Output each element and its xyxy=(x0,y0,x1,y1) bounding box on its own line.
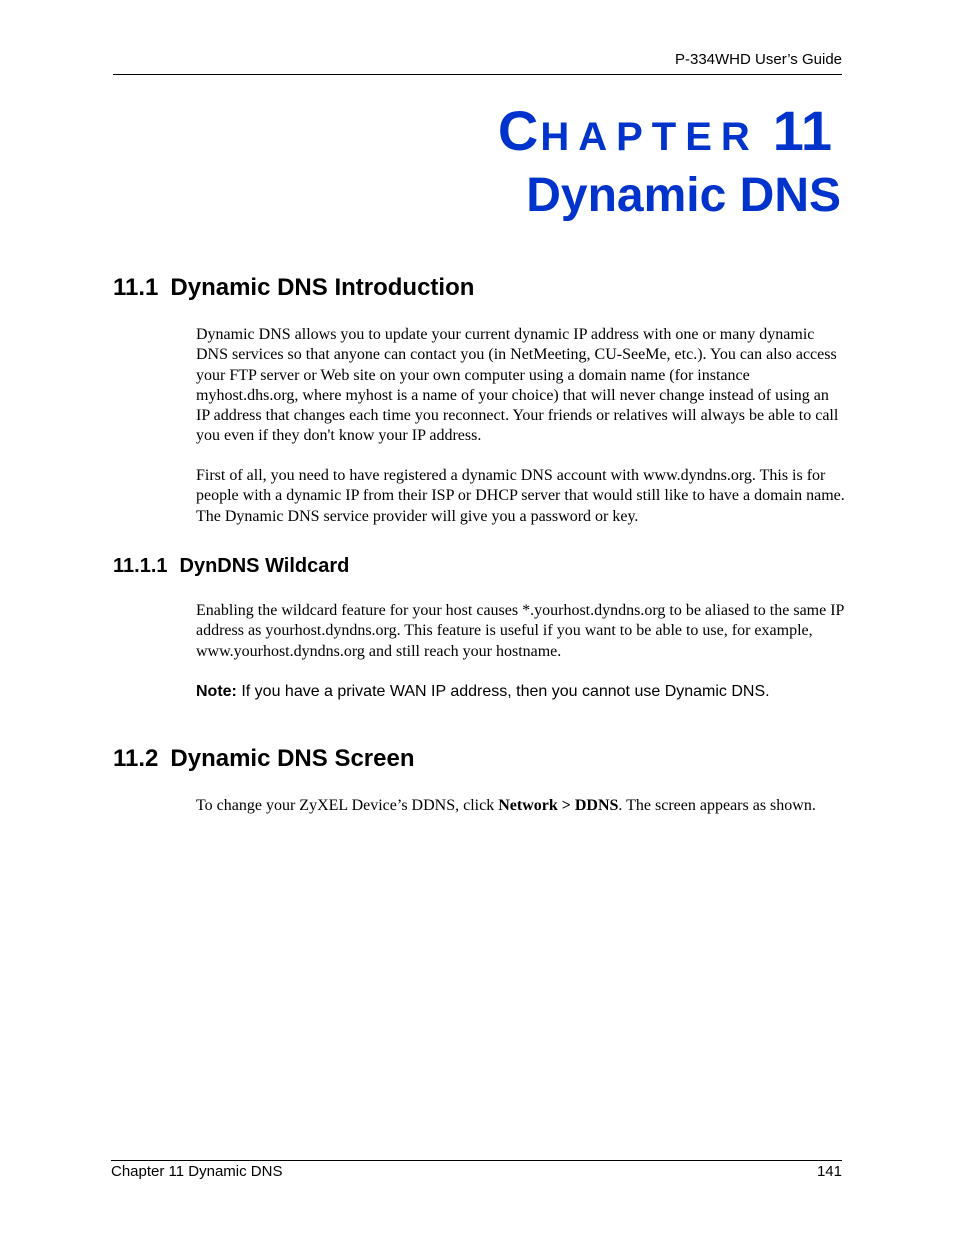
chapter-label-rest: HAPTER xyxy=(540,115,759,159)
chapter-number: 11 xyxy=(772,99,832,162)
section-number: 11.1.1 xyxy=(113,555,168,577)
paragraph-account: First of all, you need to have registered a dynamic DNS account with www.dyndns.org. This is for people with a dynamic IP from their ISP or DHCP server that would still like to have a domain name. The Dynamic DNS service provider will give you a password or key. xyxy=(196,467,845,525)
section-number: 11.2 xyxy=(113,745,159,772)
section-heading-11-1-1 xyxy=(113,553,349,579)
note-text: If you have a private WAN IP address, then you cannot use Dynamic DNS. xyxy=(236,683,770,700)
section-heading-11-2 xyxy=(113,744,415,774)
paragraph-screen-post: . The screen appears as shown. xyxy=(618,797,816,814)
page-number: 141 xyxy=(816,1163,842,1180)
footer-chapter-label: Chapter 11 Dynamic DNS xyxy=(111,1163,283,1180)
chapter-label xyxy=(498,96,832,172)
section-title: DynDNS Wildcard xyxy=(179,555,350,577)
section-number: 11.1 xyxy=(113,274,159,301)
note-label: Note: xyxy=(196,683,237,700)
running-header xyxy=(113,50,842,75)
chapter-label-initial: C xyxy=(497,99,541,162)
section-heading-11-1 xyxy=(113,273,474,303)
paragraph-screen-pre: To change your ZyXEL Device’s DDNS, click xyxy=(196,797,499,814)
menu-path: Network > DDNS xyxy=(498,797,619,814)
paragraph-screen xyxy=(196,796,846,816)
section-title: Dynamic DNS Introduction xyxy=(170,274,475,301)
section-title: Dynamic DNS Screen xyxy=(170,745,415,772)
paragraph-wildcard: Enabling the wildcard feature for your host causes *.yourhost.dyndns.org to be aliased to the same IP address as yourhost.dyndns.org. This feature is useful if you want to be able to use, for example, www.yourhost.dyndns.org and still reach your hostname. xyxy=(196,602,844,660)
chapter-title: Dynamic DNS xyxy=(526,169,841,222)
running-footer xyxy=(111,1160,842,1182)
note xyxy=(196,681,846,703)
paragraph-intro: Dynamic DNS allows you to update your current dynamic IP address with one or many dynamic DNS services so that anyone can contact you (in NetMeeting, CU-SeeMe, etc.). You can also access your FTP server or Web site on your own computer using a domain name (for instance myhost.dhs.org, where myhost is a name of your choice) that will never change instead of using an IP address that changes each time you reconnect. Your friends or relatives will always be able to call you even if they don't know your IP address. xyxy=(196,326,839,445)
guide-title: P-334WHD User’s Guide xyxy=(675,51,842,68)
